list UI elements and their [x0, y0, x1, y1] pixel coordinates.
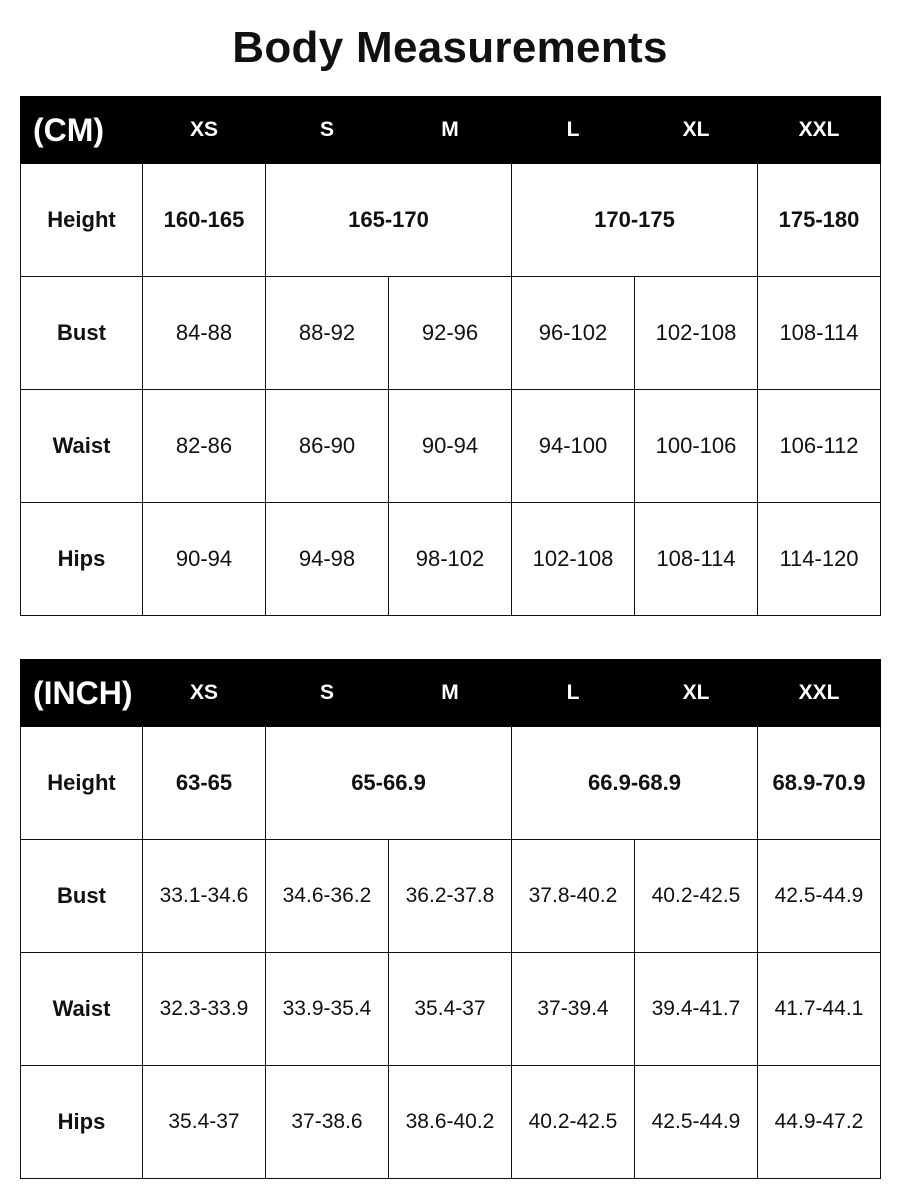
value-cell: 108-114	[635, 503, 758, 616]
page-title: Body Measurements	[232, 23, 668, 72]
size-chart-inch	[20, 659, 881, 1179]
height-cell: 170-175	[512, 164, 758, 277]
row-label-height: Height	[21, 727, 143, 840]
value-cell: 39.4-41.7	[635, 953, 758, 1066]
unit-label: (CM)	[21, 97, 143, 164]
height-cell: 65-66.9	[266, 727, 512, 840]
value-cell: 42.5-44.9	[758, 840, 881, 953]
size-chart-cm	[20, 96, 881, 616]
value-cell: 40.2-42.5	[512, 1066, 635, 1179]
row-label-waist: Waist	[21, 953, 143, 1066]
value-cell: 37.8-40.2	[512, 840, 635, 953]
hips-row	[21, 503, 881, 616]
value-cell: 94-100	[512, 390, 635, 503]
row-label-height: Height	[21, 164, 143, 277]
height-cell: 66.9-68.9	[512, 727, 758, 840]
header-row	[21, 660, 881, 727]
size-header-xxl: XXL	[758, 97, 881, 164]
value-cell: 96-102	[512, 277, 635, 390]
value-cell: 36.2-37.8	[389, 840, 512, 953]
value-cell: 33.1-34.6	[143, 840, 266, 953]
bust-row	[21, 840, 881, 953]
row-label-waist: Waist	[21, 390, 143, 503]
unit-label: (INCH)	[21, 660, 143, 727]
value-cell: 82-86	[143, 390, 266, 503]
header-row	[21, 97, 881, 164]
height-row	[21, 164, 881, 277]
size-header-xl: XL	[635, 97, 758, 164]
height-cell: 165-170	[266, 164, 512, 277]
value-cell: 32.3-33.9	[143, 953, 266, 1066]
value-cell: 84-88	[143, 277, 266, 390]
value-cell: 44.9-47.2	[758, 1066, 881, 1179]
row-label-hips: Hips	[21, 1066, 143, 1179]
value-cell: 33.9-35.4	[266, 953, 389, 1066]
value-cell: 92-96	[389, 277, 512, 390]
size-header-s: S	[266, 97, 389, 164]
waist-row	[21, 390, 881, 503]
height-cell: 160-165	[143, 164, 266, 277]
size-header-xxl: XXL	[758, 660, 881, 727]
waist-row	[21, 953, 881, 1066]
size-header-m: M	[389, 97, 512, 164]
value-cell: 37-38.6	[266, 1066, 389, 1179]
value-cell: 102-108	[512, 503, 635, 616]
value-cell: 37-39.4	[512, 953, 635, 1066]
value-cell: 114-120	[758, 503, 881, 616]
value-cell: 102-108	[635, 277, 758, 390]
size-header-l: L	[512, 660, 635, 727]
size-header-xs: XS	[143, 660, 266, 727]
value-cell: 106-112	[758, 390, 881, 503]
value-cell: 35.4-37	[389, 953, 512, 1066]
row-label-hips: Hips	[21, 503, 143, 616]
size-header-xl: XL	[635, 660, 758, 727]
value-cell: 35.4-37	[143, 1066, 266, 1179]
height-row	[21, 727, 881, 840]
row-label-bust: Bust	[21, 277, 143, 390]
value-cell: 38.6-40.2	[389, 1066, 512, 1179]
size-header-xs: XS	[143, 97, 266, 164]
value-cell: 86-90	[266, 390, 389, 503]
value-cell: 34.6-36.2	[266, 840, 389, 953]
bust-row	[21, 277, 881, 390]
height-cell: 68.9-70.9	[758, 727, 881, 840]
value-cell: 88-92	[266, 277, 389, 390]
value-cell: 90-94	[389, 390, 512, 503]
value-cell: 108-114	[758, 277, 881, 390]
size-header-s: S	[266, 660, 389, 727]
value-cell: 90-94	[143, 503, 266, 616]
height-cell: 63-65	[143, 727, 266, 840]
value-cell: 100-106	[635, 390, 758, 503]
row-label-bust: Bust	[21, 840, 143, 953]
size-header-m: M	[389, 660, 512, 727]
value-cell: 42.5-44.9	[635, 1066, 758, 1179]
height-cell: 175-180	[758, 164, 881, 277]
value-cell: 98-102	[389, 503, 512, 616]
value-cell: 41.7-44.1	[758, 953, 881, 1066]
size-header-l: L	[512, 97, 635, 164]
value-cell: 40.2-42.5	[635, 840, 758, 953]
hips-row	[21, 1066, 881, 1179]
value-cell: 94-98	[266, 503, 389, 616]
